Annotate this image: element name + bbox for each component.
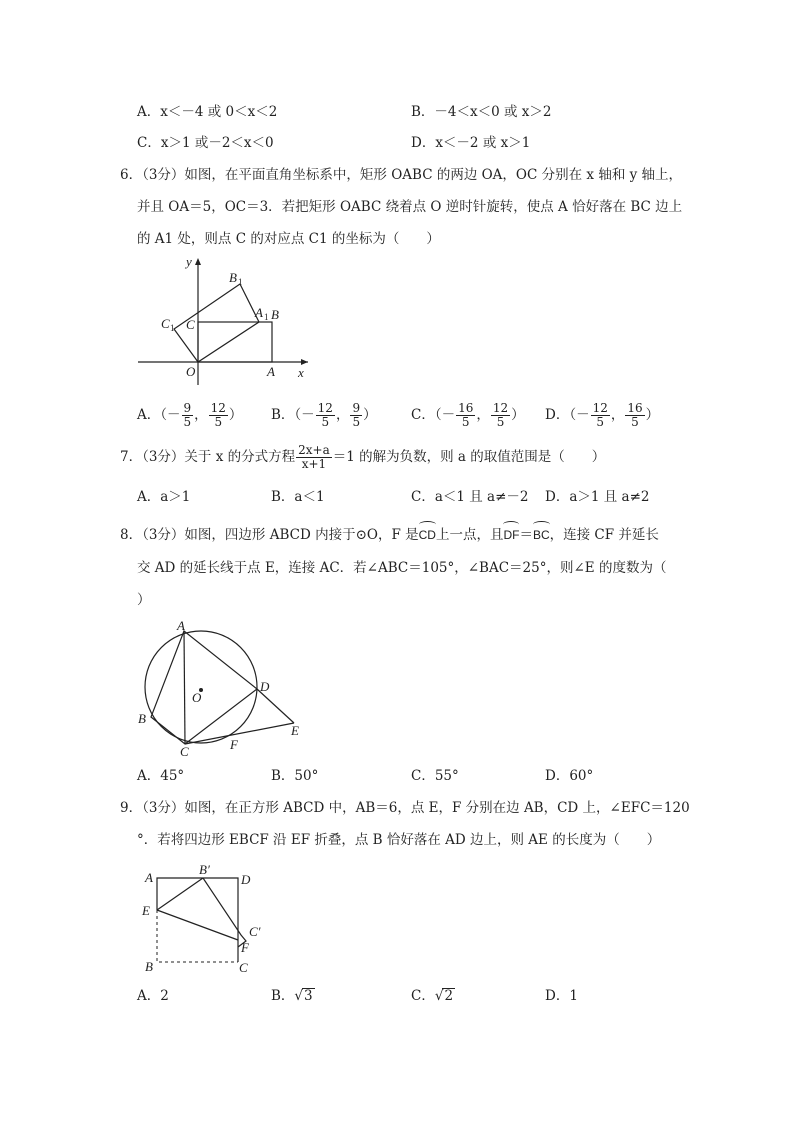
segment-ce — [185, 723, 294, 744]
q8-option-d: D．60° — [545, 768, 594, 784]
q9-figure — [135, 858, 275, 978]
q6-stem-line3: 的 A1 处，则点 C 的对应点 C1 的坐标为（ ） — [137, 231, 440, 247]
q8-figure — [130, 618, 320, 758]
q7-option-a: A．a＞1 — [137, 489, 191, 505]
segment-eb-prime — [157, 878, 203, 910]
q8-option-c: C．55° — [411, 768, 459, 784]
label-a1: A — [255, 305, 263, 320]
label-b-prime: B′ — [199, 862, 210, 877]
label-b1: B — [229, 270, 237, 285]
q8-option-a: A．45° — [137, 768, 185, 784]
q5-option-b: B．－4＜x＜0 或 x＞2 — [411, 104, 552, 120]
label-c1-sub: 1 — [170, 323, 175, 333]
q6-option-c: C．（－ $\frac{16}{5}$ ， $\frac{12}{5}$ ） — [411, 401, 525, 429]
label-c-prime: C′ — [249, 924, 261, 939]
label-x: x — [298, 365, 304, 380]
label-c: C — [180, 744, 189, 758]
segment-de — [257, 689, 294, 723]
q9-stem-line1: 9．（3分）如图，在正方形 ABCD 中，AB＝6，点 E，F 分别在边 AB，CD 上，∠EFC＝120 — [120, 800, 690, 816]
q8-stem-line3: ） — [137, 592, 151, 608]
label-o: O — [192, 690, 202, 705]
q6-stem-line2: 并且 OA＝5，OC＝3．若把矩形 OABC 绕着点 O 逆时针旋转，使点 A 恰好落在 BC 边上 — [137, 199, 683, 215]
q7-stem: 7．（3分）关于 x 的分式方程 $\frac{2x+a}{x+1}$ ＝1 的解为负数，则 a 的取值范围是（ ） — [120, 443, 606, 471]
q6-option-b: B．（－ $\frac{12}{5}$ ， $\frac{9}{5}$ ） — [271, 401, 377, 429]
label-d: D — [260, 679, 270, 694]
q9-option-a: A．2 — [137, 988, 169, 1004]
q7-option-c: C．a＜1 且 a≠－2 — [411, 489, 529, 505]
q6-option-a: A．（－ $\frac{9}{5}$ ， $\frac{12}{5}$ ） — [137, 401, 243, 429]
label-b: B — [271, 307, 279, 322]
q5-option-c: C．x＞1 或－2＜x＜0 — [137, 135, 274, 151]
label-a: A — [177, 618, 185, 633]
label-e: E — [291, 723, 299, 738]
q5-option-a: A．x＜－4 或 0＜x＜2 — [137, 104, 278, 120]
label-d: D — [241, 872, 251, 887]
q9-stem-line2: °．若将四边形 EBCF 沿 EF 折叠，点 B 恰好落在 AD 边上，则 AE 的长度为（ ） — [137, 832, 661, 848]
label-f: F — [230, 737, 238, 752]
q8-option-b: B．50° — [271, 768, 319, 784]
label-c: C — [186, 317, 195, 332]
label-b: B — [138, 711, 146, 726]
label-e: E — [142, 903, 150, 918]
fold-line-ef — [157, 910, 238, 940]
q9-option-d: D．1 — [545, 988, 578, 1004]
q7-option-b: B．a＜1 — [271, 489, 325, 505]
label-c1: C — [161, 316, 170, 331]
label-a: A — [145, 870, 153, 885]
q8-stem-line2: 交 AD 的延长线于点 E，连接 AC．若∠ABC＝105°，∠BAC＝25°，则∠E 的度数为（ — [137, 560, 667, 576]
q6-stem-line1: 6．（3分）如图，在平面直角坐标系中，矩形 OABC 的两边 OA，OC 分别在 x 轴和 y 轴上， — [120, 167, 683, 183]
q6-option-d: D．（－ $\frac{12}{5}$ ， $\frac{16}{5}$ ） — [545, 401, 660, 429]
q9-option-c: C．√2 — [411, 988, 454, 1004]
label-b: B — [145, 959, 153, 974]
segment-ac — [184, 631, 185, 744]
q7-option-d: D．a＞1 且 a≠2 — [545, 489, 650, 505]
label-f: F — [241, 940, 249, 955]
label-a: A — [267, 364, 275, 379]
label-o: O — [186, 364, 196, 379]
q6-figure — [130, 250, 320, 385]
label-c: C — [239, 960, 248, 975]
label-a1-sub: 1 — [264, 312, 269, 322]
label-b1-sub: 1 — [238, 277, 243, 287]
q8-stem-line1: 8．（3分）如图，四边形 ABCD 内接于⊙O，F 是CD上一点，且DF＝BC，连接 CF 并延长 — [120, 524, 659, 546]
folded-edges — [203, 878, 246, 947]
q9-option-b: B．√3 — [271, 988, 313, 1004]
q5-option-d: D．x＜－2 或 x＞1 — [411, 135, 531, 151]
square-top-edges — [157, 878, 238, 962]
label-y: y — [186, 254, 192, 269]
rectangle-oabc — [198, 322, 272, 362]
